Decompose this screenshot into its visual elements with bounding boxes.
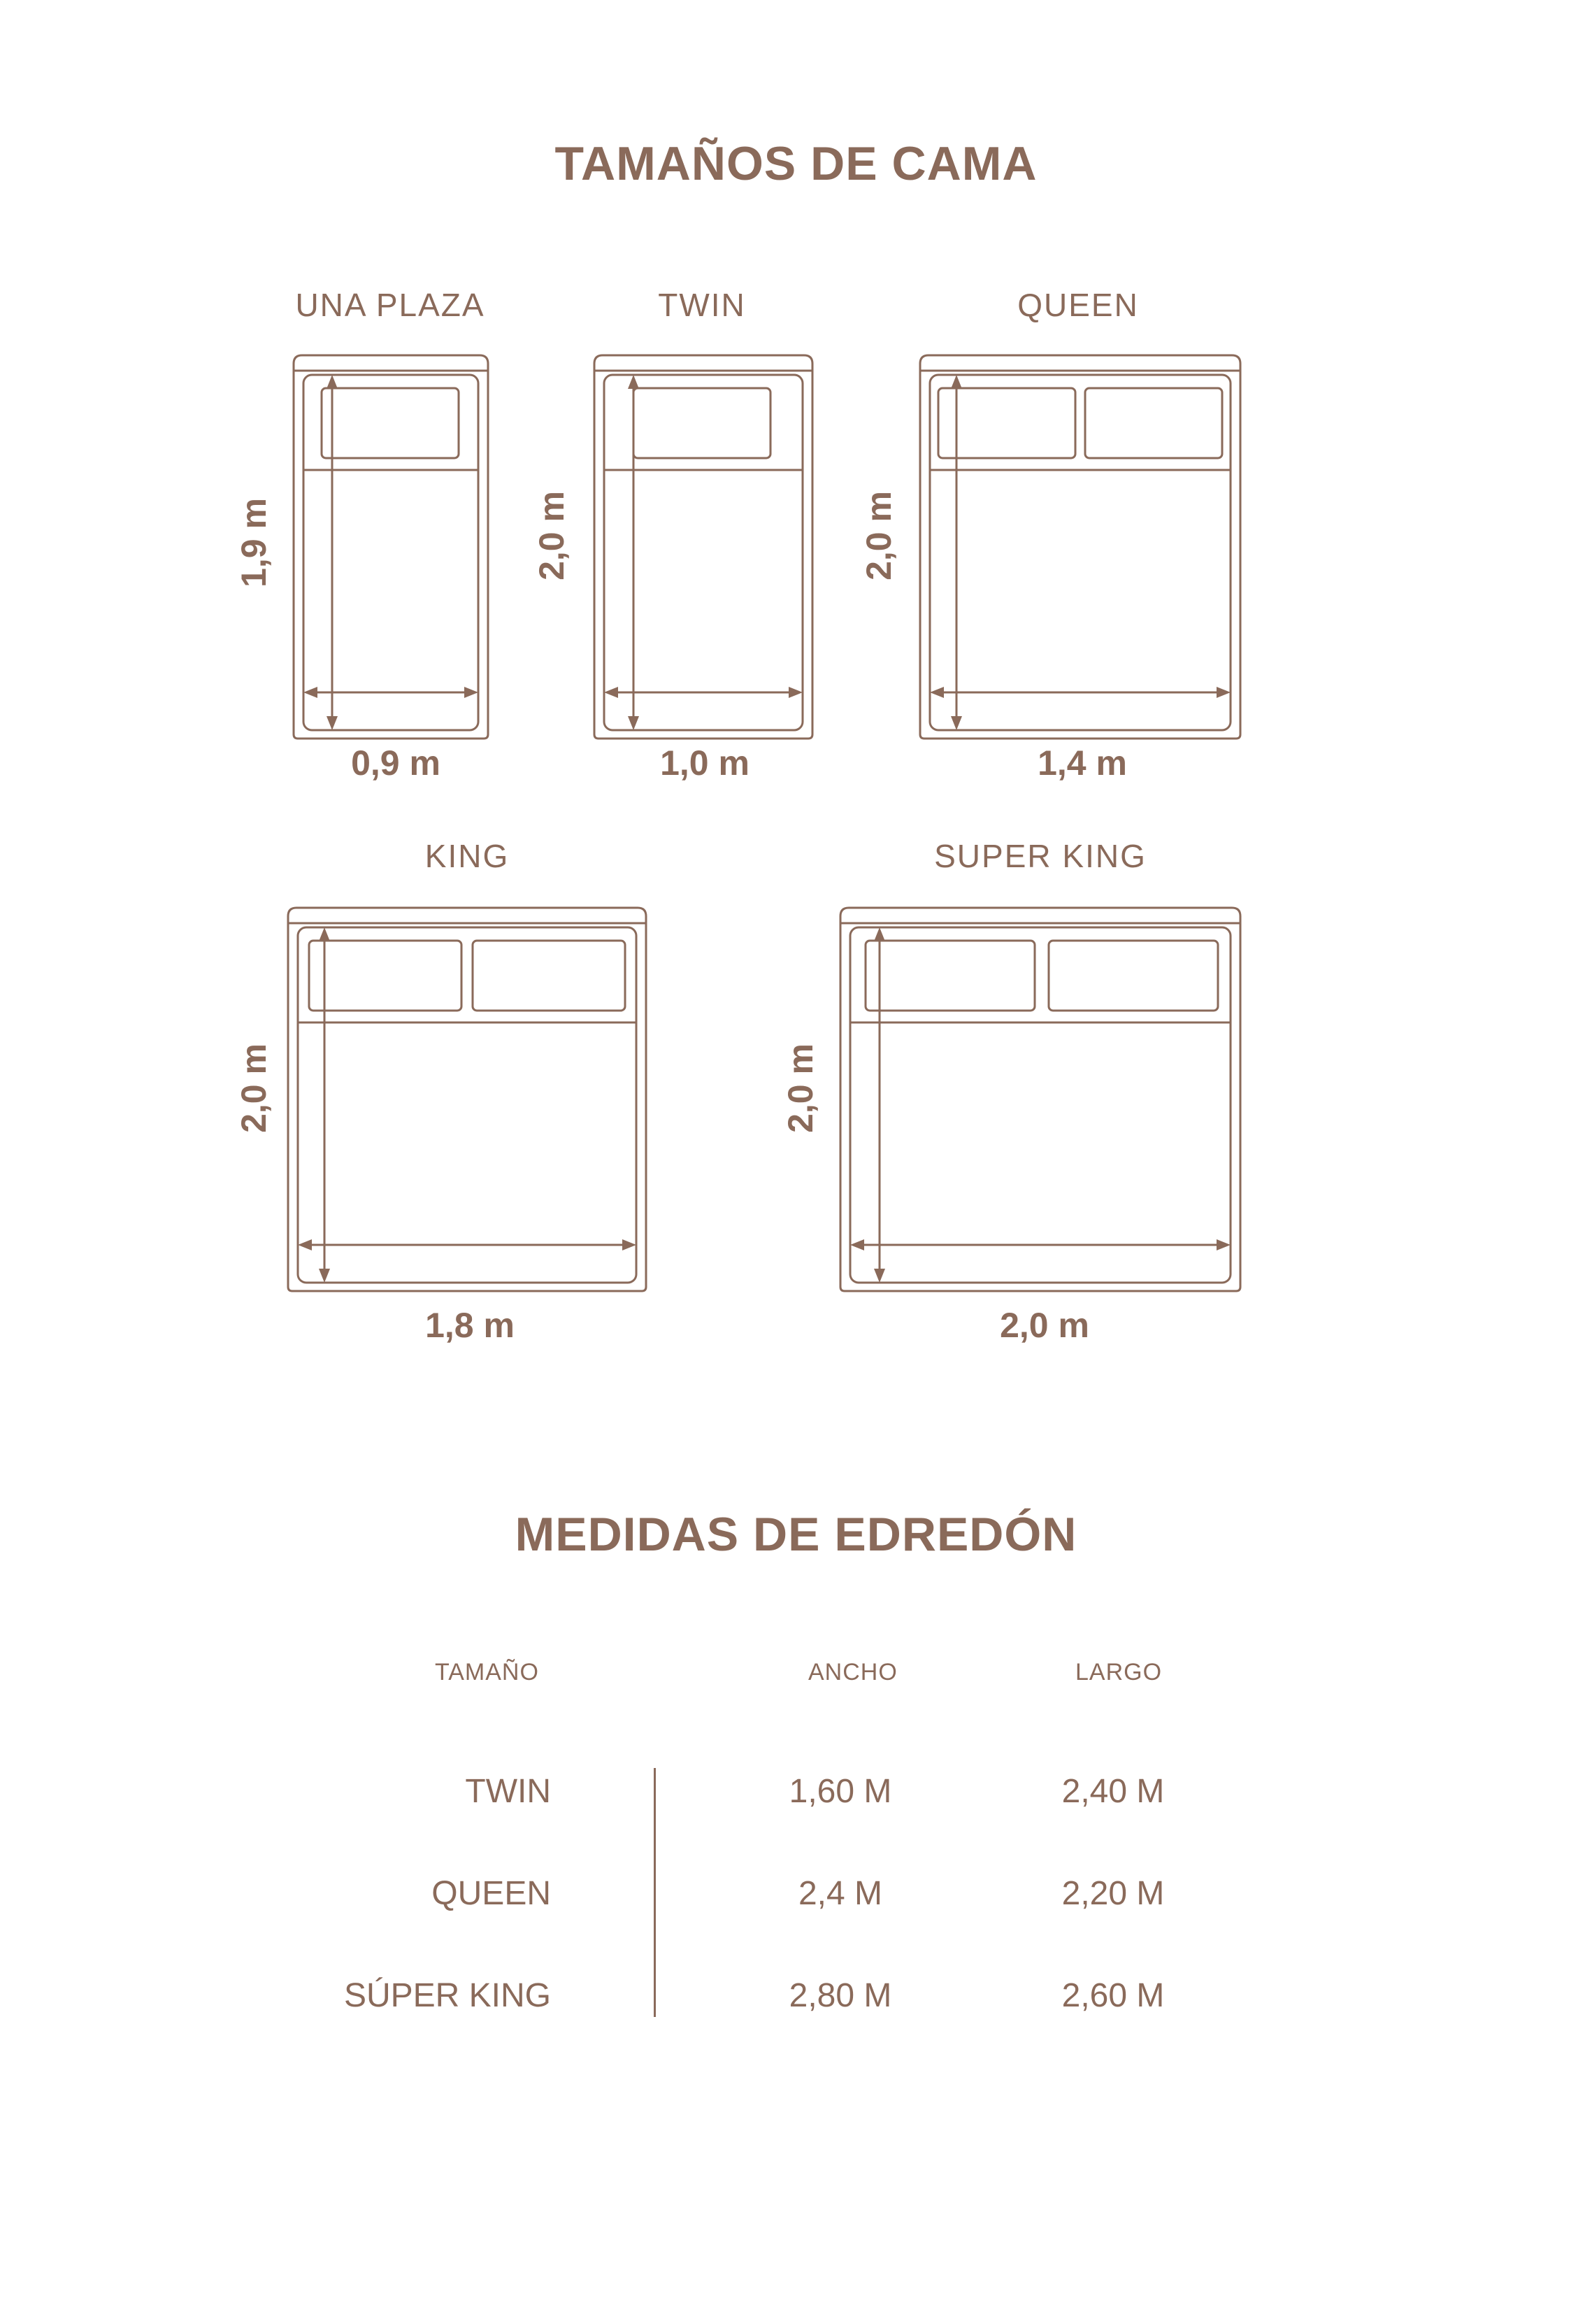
col-header-length: LARGO [1075,1659,1163,1685]
bed-frame [288,908,646,1291]
bed-name: TWIN [658,287,746,323]
bed-length-label: 2,0 m [781,1043,820,1133]
row-length: 2,60 M [1061,1977,1165,2014]
bed-frame [594,355,812,739]
bed-name: UNA PLAZA [295,287,485,323]
row-length: 2,40 M [1061,1773,1165,1810]
bed-sizes-title: TAMAÑOS DE CAMA [554,137,1038,190]
row-width: 2,4 M [798,1875,883,1912]
bed-length-label: 1,9 m [234,498,273,587]
row-width: 2,80 M [789,1977,892,2014]
row-width: 1,60 M [789,1773,892,1810]
row-size: TWIN [465,1773,551,1810]
mattress [930,375,1231,730]
mattress [303,375,478,730]
bed-twin [532,287,812,783]
bed-name: KING [424,838,510,874]
bed-length-label: 2,0 m [532,491,571,580]
pillow [938,388,1075,458]
col-header-width: ANCHO [808,1659,898,1685]
bed-una-plaza [234,287,488,783]
bed-length-label: 2,0 m [234,1043,273,1133]
bed-width-label: 1,8 m [425,1306,515,1345]
row-length: 2,20 M [1061,1875,1165,1912]
table-divider [654,1768,656,2017]
pillow [309,941,461,1011]
bed-width-label: 1,4 m [1038,743,1127,783]
pillow [633,388,770,458]
bed-name: SUPER KING [934,838,1147,874]
bed-width-label: 0,9 m [351,743,440,783]
pillow [866,941,1035,1011]
mattress [850,927,1231,1283]
row-size: QUEEN [431,1875,551,1912]
bed-queen [859,287,1240,783]
pillow [322,388,459,458]
bed-frame [840,908,1240,1291]
bed-frame [920,355,1240,739]
duvet-title: MEDIDAS DE EDREDÓN [515,1508,1077,1561]
bed-width-label: 2,0 m [1000,1306,1089,1345]
mattress [298,927,636,1283]
pillow [1085,388,1222,458]
bed-width-label: 1,0 m [660,743,750,783]
pillow [473,941,625,1011]
col-header-size: TAMAÑO [435,1659,539,1685]
row-size: SÚPER KING [343,1977,551,2014]
bed-name: QUEEN [1017,287,1139,323]
bed-king [234,838,646,1345]
bed-length-label: 2,0 m [859,491,898,580]
bed-super-king [781,838,1240,1345]
pillow [1049,941,1218,1011]
